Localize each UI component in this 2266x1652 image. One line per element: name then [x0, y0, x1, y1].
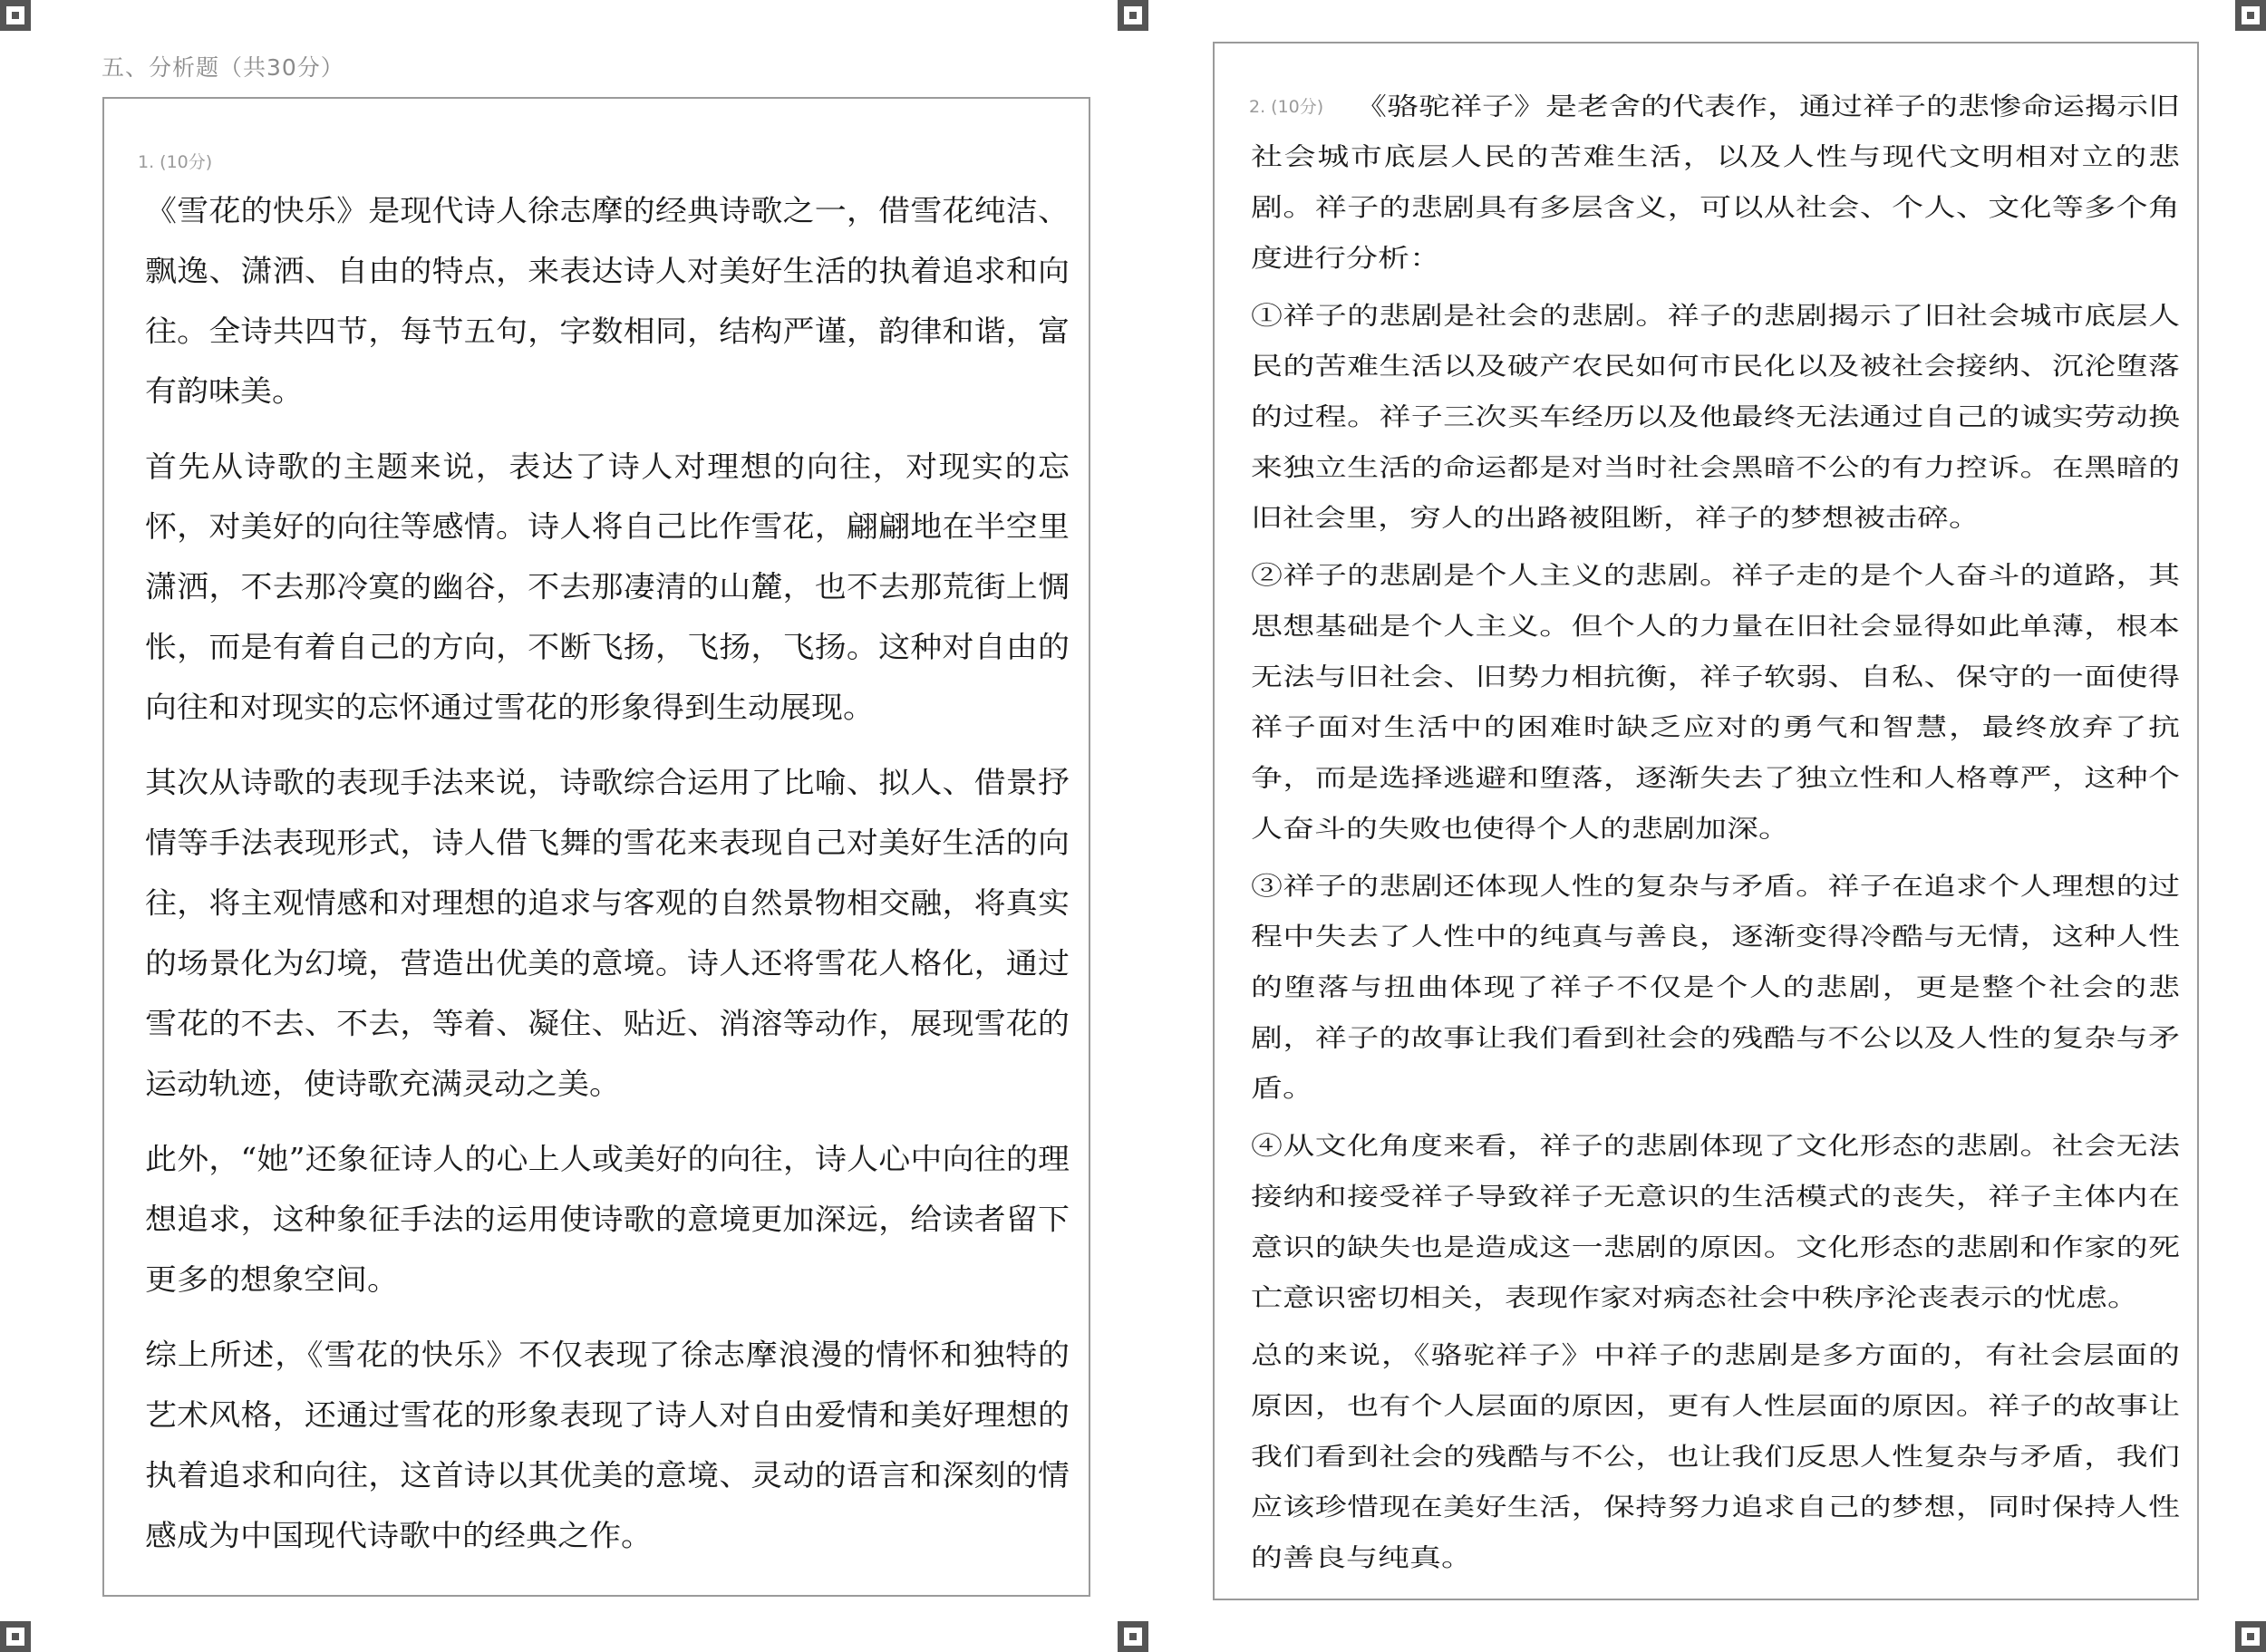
answer-paragraph: ④从文化角度来看，祥子的悲剧体现了文化形态的悲剧。社会无法接纳和接受祥子导致祥子无意识的生活模式的丧失，祥子主体内在意识的缺失也是造成这一悲剧的原因。文化形态的悲剧和作家的死亡意识密切相关，表现作家对病态社会中秩序沦丧表示的忧虑。 [1251, 1132, 2180, 1313]
answer-text-question-2 [1251, 82, 2180, 1590]
answer-paragraph: 总的来说，《骆驼祥子》中祥子的悲剧是多方面的，有社会层面的原因，也有个人层面的原因，更有人性层面的原因。祥子的故事让我们看到社会的残酷与不公，也让我们反思人性复杂与矛盾，我们应该珍惜现在美好生活，保持努力追求自己的梦想，同时保持人性的善良与纯真。 [1251, 1341, 2180, 1572]
registration-marker-top-center [1118, 0, 1148, 31]
registration-marker-top-right [2235, 0, 2266, 31]
answer-paragraph: ③祥子的悲剧还体现人性的复杂与矛盾。祥子在追求个人理想的过程中失去了人性中的纯真与善良，逐渐变得冷酷与无情，这种人性的堕落与扭曲体现了祥子不仅是个人的悲剧，更是整个社会的悲剧，祥子的故事让我们看到社会的残酷与不公以及人性的复杂与矛盾。 [1251, 872, 2180, 1104]
registration-marker-bottom-center [1118, 1621, 1148, 1652]
answer-paragraph: 《骆驼祥子》是老舍的代表作，通过祥子的悲惨命运揭示旧社会城市底层人民的苦难生活，以及人性与现代文明相对立的悲剧。祥子的悲剧具有多层含义，可以从社会、个人、文化等多个角度进行分析： [1251, 92, 2181, 273]
answer-paragraph: ①祥子的悲剧是社会的悲剧。祥子的悲剧揭示了旧社会城市底层人民的苦难生活以及破产农民如何市民化以及被社会接纳、沉沦堕落的过程。祥子三次买车经历以及他最终无法通过自己的诚实劳动换来独立生活的命运都是对当时社会黑暗不公的有力控诉。在黑暗的旧社会里，穷人的出路被阻断，祥子的梦想被击碎。 [1251, 302, 2180, 533]
answer-paragraph: 首先从诗歌的主题来说，表达了诗人对理想的向往，对现实的忘怀，对美好的向往等感情。诗人将自己比作雪花，翩翩地在半空里潇洒，不去那冷寞的幽谷，不去那凄清的山麓，也不去那荒街上惆怅，而是有着自己的方向，不断飞扬，飞扬，飞扬。这种对自由的向往和对现实的忘怀通过雪花的形象得到生动展现。 [145, 450, 1070, 725]
answer-paragraph: 《雪花的快乐》是现代诗人徐志摩的经典诗歌之一，借雪花纯洁、飘逸、潇洒、自由的特点，来表达诗人对美好生活的执着追求和向往。全诗共四节，每节五句，字数相同，结构严谨，韵律和谐，富有韵味美。 [145, 194, 1070, 410]
registration-marker-top-left [0, 0, 31, 31]
answer-paragraph: 其次从诗歌的表现手法来说，诗歌综合运用了比喻、拟人、借景抒情等手法表现形式，诗人借飞舞的雪花来表现自己对美好生活的向往，将主观情感和对理想的追求与客观的自然景物相交融，将真实的场景化为幻境，营造出优美的意境。诗人还将雪花人格化，通过雪花的不去、不去，等着、凝住、贴近、消溶等动作，展现雪花的运动轨迹，使诗歌充满灵动之美。 [145, 767, 1070, 1102]
registration-marker-bottom-right [2235, 1621, 2266, 1652]
section-title: 五、分析题（共30分） [102, 54, 344, 81]
question-2-score: 2. (10分) [1249, 97, 1324, 117]
answer-text-question-1 [145, 181, 1070, 1581]
question-1-score: 1. (10分) [138, 152, 213, 172]
registration-marker-bottom-left [0, 1621, 31, 1652]
answer-paragraph: 此外，“她”还象征诗人的心上人或美好的向往，诗人心中向往的理想追求，这种象征手法的运用使诗歌的意境更加深远，给读者留下更多的想象空间。 [145, 1143, 1070, 1298]
answer-paragraph: ②祥子的悲剧是个人主义的悲剧。祥子走的是个人奋斗的道路，其思想基础是个人主义。但个人的力量在旧社会显得如此单薄，根本无法与旧社会、旧势力相抗衡，祥子软弱、自私、保守的一面使得祥子面对生活中的困难时缺乏应对的勇气和智慧，最终放弃了抗争，而是选择逃避和堕落，逐渐失去了独立性和人格尊严，这种个人奋斗的失败也使得个人的悲剧加深。 [1251, 562, 2180, 844]
answer-paragraph: 综上所述，《雪花的快乐》不仅表现了徐志摩浪漫的情怀和独特的艺术风格，还通过雪花的形象表现了诗人对自由爱情和美好理想的执着追求和向往，这首诗以其优美的意境、灵动的语言和深刻的情感成为中国现代诗歌中的经典之作。 [145, 1338, 1070, 1553]
